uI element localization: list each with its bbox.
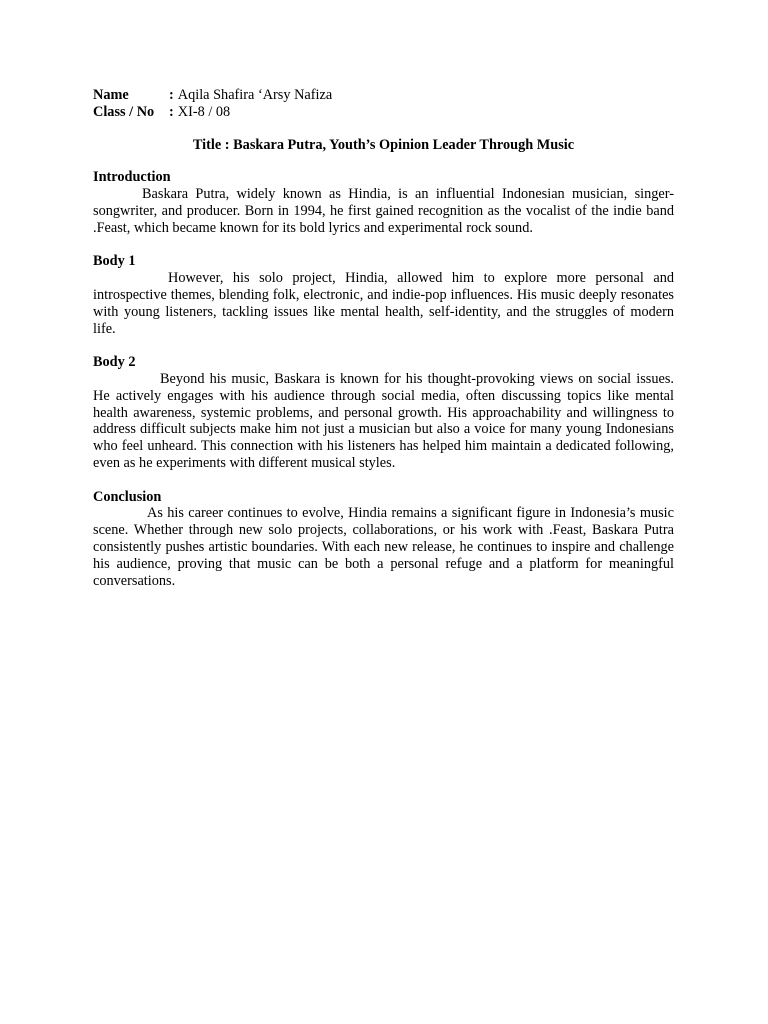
student-info: [93, 87, 332, 121]
conclusion-text: As his career continues to evolve, Hindia remains a significant figure in Indonesia’s music scene. Whether through new solo projects, collaborations, or his work with .Feast, Baskara Putra consistently pushes artistic boundaries. With each new release, he continues to inspire and challenge his audience, proving that music can be both a personal refuge and a platform for meaningful conversations.: [93, 505, 674, 589]
class-row: [93, 104, 332, 121]
conclusion-heading: Conclusion: [93, 488, 162, 505]
introduction-heading: Introduction: [93, 169, 171, 186]
name-colon: :: [169, 87, 174, 103]
name-value: Aqila Shafira ‘Arsy Nafiza: [177, 87, 333, 103]
introduction-text: Baskara Putra, widely known as Hindia, is an influential Indonesian musician, singer-songwriter, and producer. Born in 1994, he first gained recognition as the vocalist of the indie band .Feast, which became known for its bold lyrics and experimental rock sound.: [93, 186, 674, 236]
body2-text: Beyond his music, Baskara is known for his thought-provoking views on social issues. He actively engages with his audience through social media, often discussing topics like mental health awareness, systemic problems, and personal growth. His approachability and willingness to address difficult subjects make him not just a musician but also a voice for many young Indonesians who feel unheard. This connection with his listeners has helped him maintain a dedicated following, even as he experiments with different musical styles.: [93, 370, 674, 471]
body1-section: [93, 253, 674, 337]
body1-heading: Body 1: [93, 253, 136, 270]
body2-section: [93, 354, 674, 472]
class-colon: :: [169, 103, 174, 120]
conclusion-section: [93, 489, 674, 590]
body2-heading: Body 2: [93, 354, 136, 371]
introduction-section: [93, 169, 674, 236]
essay-title: Title : Baskara Putra, Youth’s Opinion Leader Through Music: [192, 136, 575, 153]
name-row: [93, 87, 332, 104]
class-value: XI-8 / 08: [177, 103, 231, 120]
class-label: Class / No: [93, 103, 155, 120]
name-label: Name: [93, 87, 129, 103]
body1-text: However, his solo project, Hindia, allowed him to explore more personal and introspective themes, blending folk, electronic, and indie-pop influences. His music deeply resonates with young listeners, tackling issues like mental health, self-identity, and the struggles of modern life.: [93, 270, 674, 337]
